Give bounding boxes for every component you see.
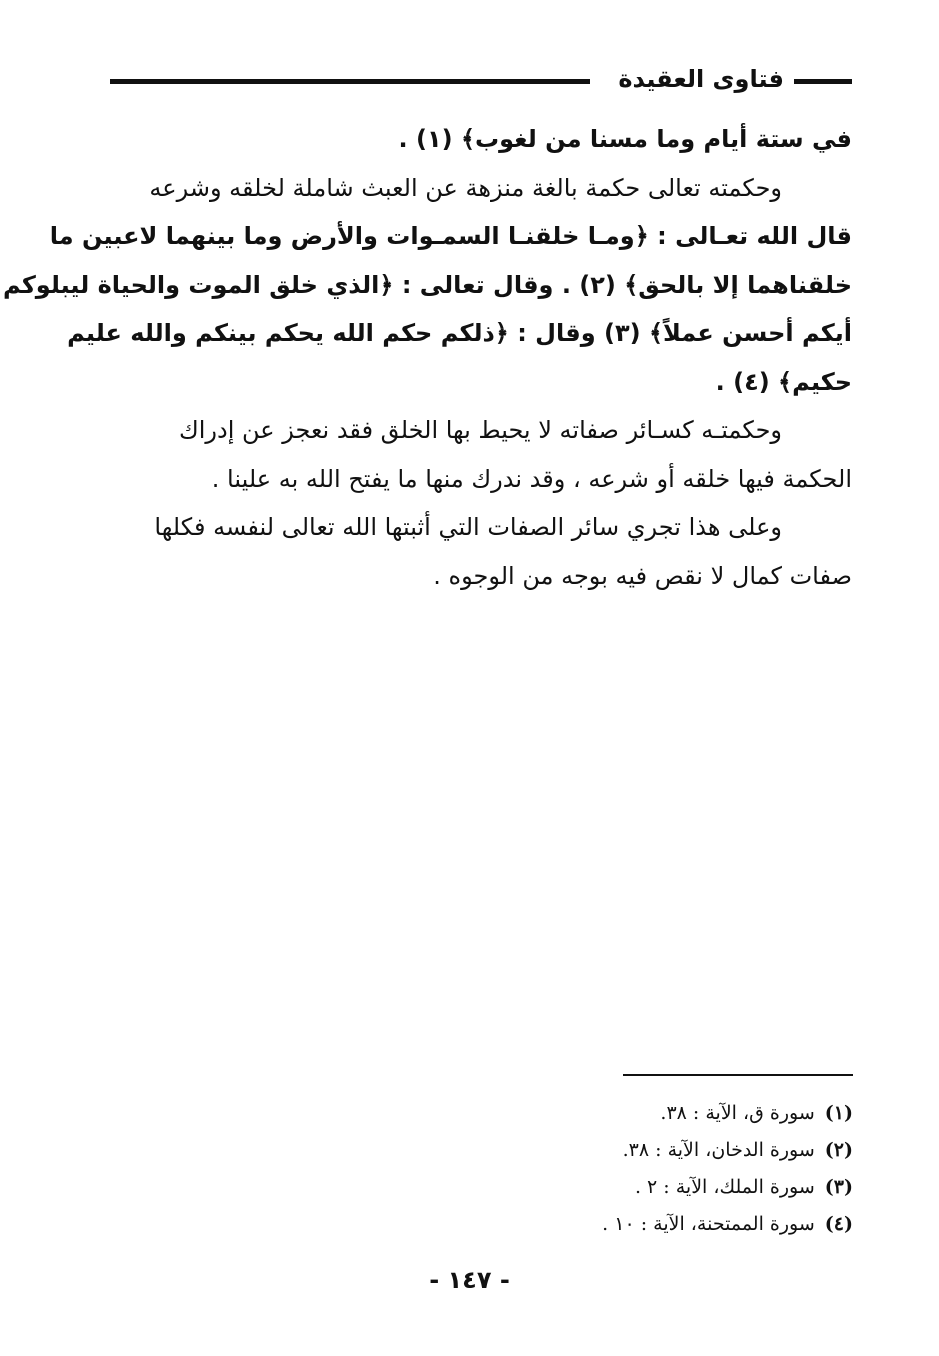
footnote-number: (١) [824, 1102, 853, 1124]
footnote-separator [623, 1074, 853, 1076]
text-line: وعلى هذا تجري سائر الصفات التي أثبتها الله تعالى لنفسه فكلها [154, 513, 782, 541]
header-rule-long [110, 79, 590, 84]
header-title: فتاوى العقيدة [618, 65, 784, 93]
footnote-item [453, 1169, 853, 1206]
page-number: - ١٤٧ - [429, 1266, 510, 1294]
text-line: في ستة أيام وما مسنا من لغوب﴾ (١) . [398, 125, 852, 153]
text-line: حكيم﴾ (٤) . [715, 367, 852, 396]
header-rule-short [794, 79, 852, 84]
footnote-item [453, 1132, 853, 1169]
footnote-text: سورة الملك، الآية : ٢ . [634, 1176, 815, 1198]
footnote-item [453, 1095, 853, 1132]
text-line: صفات كمال لا نقص فيه بوجه من الوجوه . [433, 561, 852, 590]
text-line: أيكم أحسن عملاً﴾ (٣) وقال : ﴿ذلكم حكم الله يحكم بينكم والله عليم [67, 319, 852, 347]
text-line: خلقناهما إلا بالحق﴾ (٢) . وقال تعالى : ﴿الذي خلق الموت والحياة ليبلوكم [3, 270, 852, 299]
footnote-number: (٤) [824, 1213, 853, 1235]
text-line: وحكمتـه كسـائر صفاته لا يحيط بها الخلق فقد نعجز عن إدراك [178, 416, 782, 444]
footnotes [453, 1095, 853, 1243]
footnote-text: سورة الممتحنة، الآية : ١٠ . [602, 1213, 815, 1235]
text-line: قال الله تعـالى : ﴿ومـا خلقنـا السمـوات والأرض وما بينهما لاعبين ما [49, 222, 852, 250]
footnote-text: سورة ق، الآية : ٣٨. [660, 1102, 815, 1124]
running-header [110, 62, 852, 102]
footnote-item [453, 1206, 853, 1243]
footnote-number: (٢) [824, 1139, 853, 1161]
footnote-text: سورة الدخان، الآية : ٣٨. [622, 1139, 815, 1161]
text-line: الحكمة فيها خلقه أو شرعه ، وقد ندرك منها ما يفتح الله به علينا . [211, 464, 852, 493]
footnote-number: (٣) [824, 1176, 853, 1198]
main-text [3, 115, 852, 600]
text-line: وحكمته تعالى حكمة بالغة منزهة عن العبث شاملة لخلقه وشرعه [149, 173, 782, 202]
